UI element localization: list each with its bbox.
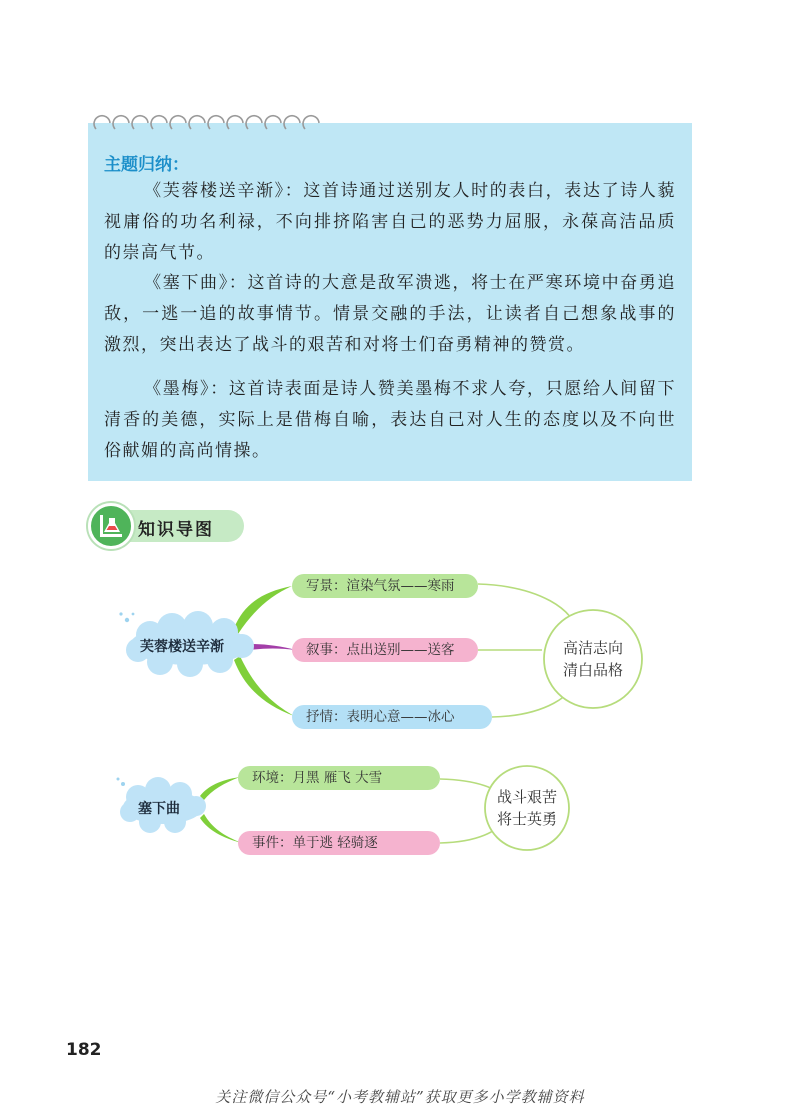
poem1-root-dots — [119, 612, 134, 622]
poem2-summary-text: 战斗艰苦 将士英勇 — [496, 788, 557, 828]
poem2-branch-bottom — [200, 814, 242, 843]
poem1-branch-scene: 写景：渲染气氛——寒雨 — [292, 574, 478, 598]
summary-paragraph-3: 《墨梅》：这首诗表面是诗人赞美墨梅不求人夸，只愿给人间留下清香的美德，实际上是借梅自喻，表达自己对人生的态度以及不向世俗献媚的高尚情操。 — [104, 379, 676, 461]
poem2-branch-event: 事件：单于逃 轻骑逐 — [238, 831, 440, 855]
poem1-branch-bottom — [234, 656, 294, 716]
poem1-branch-middle — [250, 644, 296, 650]
section-title: 知识导图 — [138, 520, 214, 540]
poem1-branch-top — [234, 586, 292, 634]
poem2-branch-top — [200, 777, 240, 800]
poem1-summary-text: 高洁志向 清白品格 — [562, 639, 623, 679]
poem2-root-dots — [117, 778, 126, 787]
summary-paragraph-2: 《塞下曲》：这首诗的大意是敌军溃逃，将士在严寒环境中奋勇追敌，一逃一追的故事情节。情景交融的手法，让读者自己想象战事的激烈，突出表达了战斗的艰苦和对将士们奋勇精神的赞赏。 — [104, 273, 676, 355]
poem2-root-label: 塞下曲 — [138, 801, 180, 817]
poem1-branch-narrative: 叙事：点出送别——送客 — [292, 638, 478, 662]
page-number: 182 — [66, 1040, 102, 1060]
poem2-branch-environment: 环境：月黑 雁飞 大雪 — [238, 766, 440, 790]
summary-title: 主题归纳： — [104, 155, 189, 175]
poem1-branch-emotion: 抒情：表明心意——冰心 — [292, 705, 492, 729]
poem1-root-label: 芙蓉楼送辛渐 — [140, 639, 224, 655]
footer-note: 关注微信公众号“小考教辅站”获取更多小学教辅资料 — [215, 1088, 585, 1106]
summary-paragraph-1: 《芙蓉楼送辛渐》：这首诗通过送别友人时的表白，表达了诗人藐视庸俗的功名利禄，不向排挤陷害自己的恶势力屈服，永葆高洁品质的崇高气节。 — [104, 181, 676, 263]
